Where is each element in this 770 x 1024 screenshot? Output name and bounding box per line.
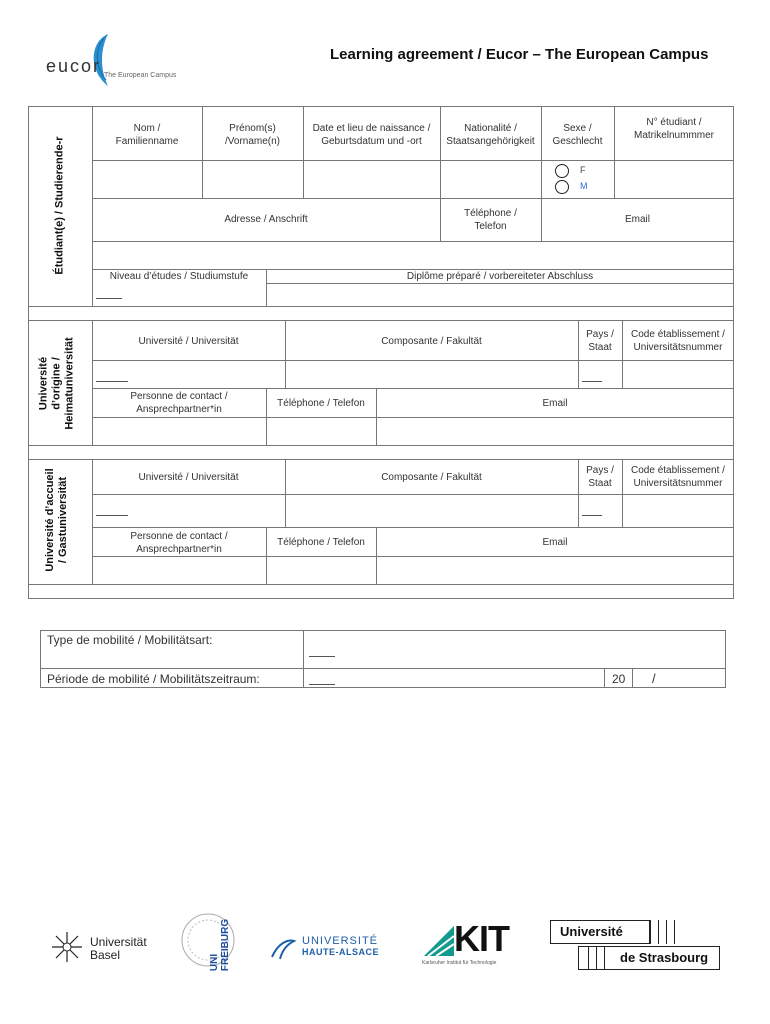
kit-wordmark: KIT [454,918,509,959]
origin-section-label: Université d’origine / Heimatuniversität [37,337,76,430]
uha-wordmark-2: HAUTE-ALSACE [302,947,379,957]
mobility-period-field[interactable] [309,684,335,685]
origin-university-header: Université / Universität [138,336,239,347]
mobility-period-label: Période de mobilité / Mobilitätszeitraum: [47,672,260,686]
student-birth-header: Date et lieu de naissance / Geburtsdatum und -ort [312,123,431,147]
student-diploma-field[interactable] [267,284,733,305]
student-firstname-field[interactable] [203,161,302,197]
student-name-field[interactable] [93,161,201,197]
eucor-tagline: The European Campus [104,72,177,79]
student-firstname-header: Prénom(s) /Vorname(n) [224,123,281,147]
sex-radio-m-label: M [580,181,588,191]
origin-email-field[interactable] [377,418,733,444]
origin-faculty-header: Composante / Fakultät [381,336,482,347]
host-phone-field[interactable] [267,557,375,583]
origin-contact-field[interactable] [93,418,265,444]
student-level-field[interactable] [96,298,122,299]
host-university-field[interactable] [96,515,128,516]
student-email-header: Email [624,214,650,225]
sex-radio-m[interactable] [555,180,569,194]
kit-tagline: Karlsruher Institut für Technologie [422,960,497,966]
origin-email-header: Email [542,398,568,409]
host-email-header: Email [542,537,568,548]
student-diploma-header: Diplôme préparé / vorbereiteter Abschluss [406,271,594,282]
uha-logo [268,935,398,965]
mobility-year-separator: / [652,671,656,686]
origin-country-field[interactable] [582,381,602,382]
freiburg-logo [180,912,240,982]
origin-code-field[interactable] [623,361,733,387]
student-nationality-header: Nationalité / Staatsangehörigkeit [446,123,535,147]
host-email-field[interactable] [377,557,733,583]
host-code-field[interactable] [623,495,733,526]
host-university-header: Université / Universität [138,472,239,483]
strasbourg-wordmark-1: Université [560,924,623,939]
strasbourg-logo [550,920,722,972]
basel-logo [50,930,160,966]
origin-contact-header: Personne de contact / Ansprechpartner*in [130,391,228,415]
mobility-year-prefix: 20 [612,672,626,686]
host-contact-header: Personne de contact / Ansprechpartner*in [130,531,228,555]
freiburg-wordmark: UNI FREIBURG [209,918,232,972]
origin-faculty-field[interactable] [286,361,577,387]
uha-swirl-icon [268,935,298,961]
origin-university-field[interactable] [96,381,128,382]
student-nationality-field[interactable] [441,161,540,197]
host-faculty-field[interactable] [286,495,577,526]
eucor-logo [40,30,200,90]
host-faculty-header: Composante / Fakultät [381,472,482,483]
student-sex-header: Sexe / Geschlecht [552,123,603,147]
sex-radio-f-label: F [580,165,586,175]
host-country-header: Pays / Staat [586,465,614,489]
page-title: Learning agreement / Eucor – The European Campus [330,46,709,63]
origin-phone-header: Téléphone / Telefon [277,398,365,409]
strasbourg-wordmark-2: de Strasbourg [620,950,709,965]
origin-phone-field[interactable] [267,418,375,444]
student-level-header: Niveau d’études / Studiumstufe [109,271,249,282]
student-birth-field[interactable] [304,161,439,197]
kit-rays-icon [422,922,456,958]
mobility-type-field[interactable] [309,656,335,657]
student-name-header: Nom / Familienname [115,123,179,147]
mobility-type-label: Type de mobilité / Mobilitätsart: [47,633,213,647]
host-phone-header: Téléphone / Telefon [277,537,365,548]
eucor-wordmark: eucor [46,56,102,76]
host-contact-field[interactable] [93,557,265,583]
uha-wordmark-1: UNIVERSITÉ [302,935,379,947]
origin-country-header: Pays / Staat [586,329,614,353]
basel-star-icon [50,930,84,964]
host-section-label: Université d’accueil / Gastuniversität [44,468,69,572]
origin-code-header: Code établissement / Universitätsnummer [631,329,725,353]
student-number-field[interactable] [615,161,733,197]
student-phone-header: Téléphone / Telefon [464,208,517,232]
student-address-field[interactable] [93,242,439,268]
kit-logo [422,918,522,970]
student-number-header: N° étudiant / Matrikelnummmer [633,117,714,141]
student-phone-field[interactable] [441,242,540,268]
host-country-field[interactable] [582,515,602,516]
student-email-field[interactable] [542,242,733,268]
basel-wordmark: Universität Basel [90,935,147,962]
sex-radio-f[interactable] [555,164,569,178]
student-address-header: Adresse / Anschrift [224,214,308,225]
student-section-label: Étudiant(e) / Studierende-r [53,136,66,275]
host-code-header: Code établissement / Universitätsnummer [631,465,725,489]
